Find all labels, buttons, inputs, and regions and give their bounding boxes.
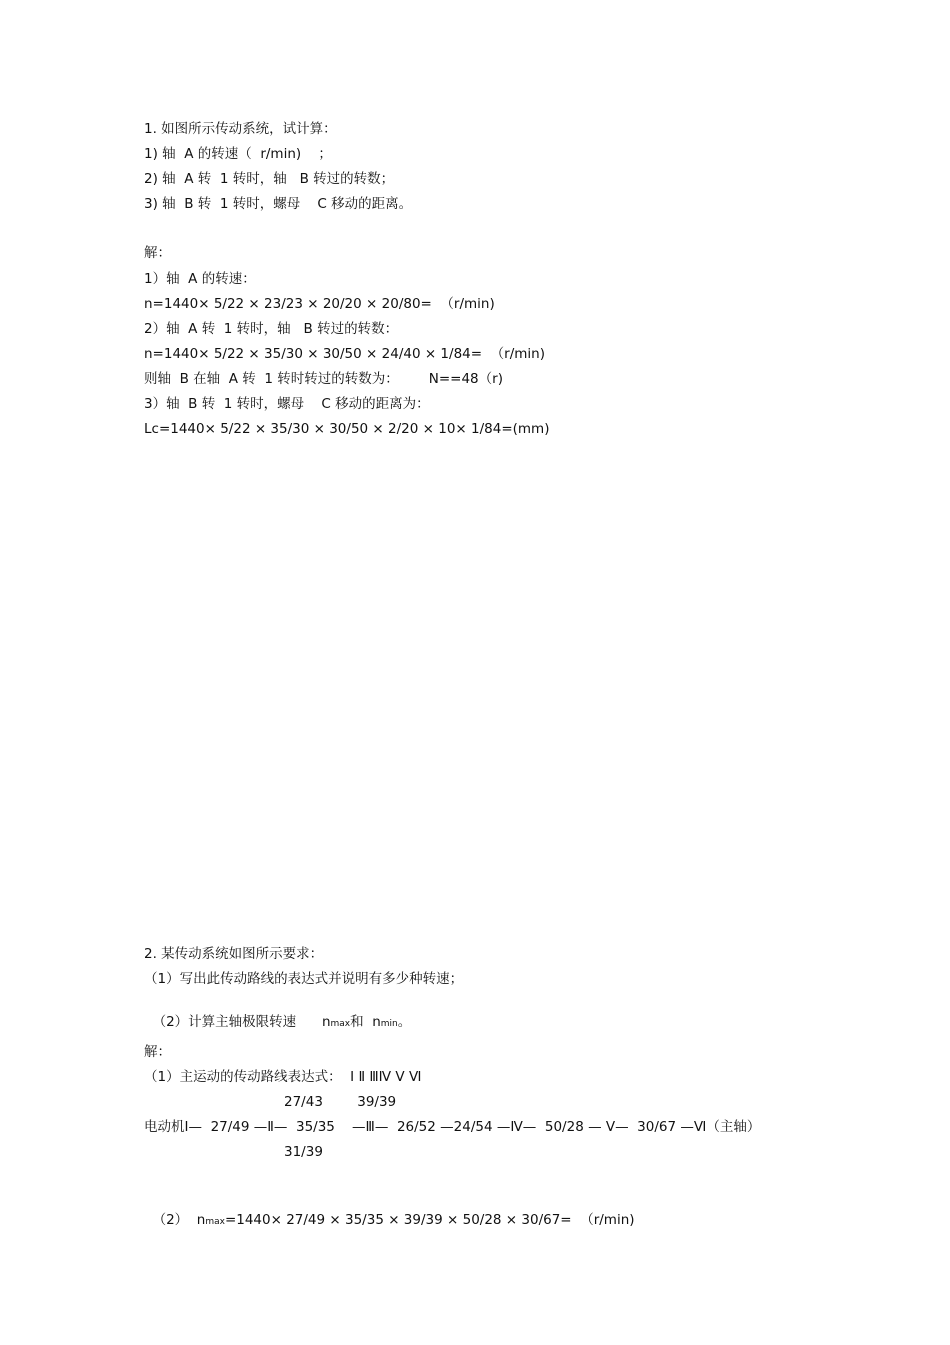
- q2-end: 。: [397, 1014, 412, 1030]
- solution-2-expression-intro: （1）主运动的传动路线表达式： Ⅰ Ⅱ ⅢⅣ Ⅴ Ⅵ: [144, 1069, 422, 1085]
- solution-1-step-1: 1）轴 A 的转速：: [144, 271, 256, 287]
- transmission-main-chain: 电动机Ⅰ— 27/49 —Ⅱ— 35/35 —Ⅲ— 26/52 —24/54 —Ⅳ— 50/28 — Ⅴ— 30/67 —Ⅵ（主轴）: [144, 1119, 761, 1135]
- solution-1-step-3: 3）轴 B 转 1 转时，螺母 C 移动的距离为：: [144, 396, 430, 412]
- nmax-subscript: max: [205, 1217, 225, 1227]
- question-1-part-1: 1) 轴 A 的转速（ r/min) ；: [144, 146, 332, 162]
- nmax-prefix: （2） n: [152, 1212, 206, 1228]
- solution-1-formula-2: n=1440× 5/22 × 35/30 × 30/50 × 24/40 × 1/84= （r/min): [144, 346, 545, 362]
- nmax-formula: =1440× 27/49 × 35/35 × 39/39 × 50/28 × 30/67= （r/min): [224, 1212, 635, 1228]
- solution-1-result-2: 则轴 B 在轴 A 转 1 转时转过的转数为： N==48（r): [144, 371, 503, 387]
- q2-min-subscript: min: [380, 1019, 398, 1029]
- solution-1-formula-1: n=1440× 5/22 × 23/23 × 20/20 × 20/80= （r/min): [144, 296, 495, 312]
- question-2-part-1: （1）写出此传动路线的表达式并说明有多少种转速；: [144, 971, 464, 987]
- solution-2-label: 解：: [144, 1044, 171, 1060]
- q2-prefix: （2）计算主轴极限转速: [152, 1014, 322, 1030]
- solution-1-formula-3: Lc=1440× 5/22 × 35/30 × 30/50 × 2/20 × 10× 1/84=(mm): [144, 421, 550, 437]
- question-1-title: 1. 如图所示传动系统，试计算：: [144, 121, 337, 137]
- question-2-part-2: [144, 995, 411, 1033]
- q2-n-max: n: [321, 1014, 331, 1030]
- q2-and-n: 和 n: [350, 1014, 381, 1030]
- question-1-part-2: 2) 轴 A 转 1 转时，轴 B 转过的转数；: [144, 171, 395, 187]
- question-2-title: 2. 某传动系统如图所示要求：: [144, 946, 324, 962]
- question-1-part-3: 3) 轴 B 转 1 转时，螺母 C 移动的距离。: [144, 196, 413, 212]
- solution-2-nmax-formula: [144, 1193, 635, 1231]
- transmission-lower-ratios: 31/39: [284, 1144, 323, 1160]
- transmission-upper-ratios: 27/43 39/39: [284, 1094, 397, 1110]
- q2-max-subscript: max: [330, 1019, 351, 1029]
- solution-1-label: 解：: [144, 245, 171, 261]
- solution-1-step-2: 2）轴 A 转 1 转时，轴 B 转过的转数：: [144, 321, 399, 337]
